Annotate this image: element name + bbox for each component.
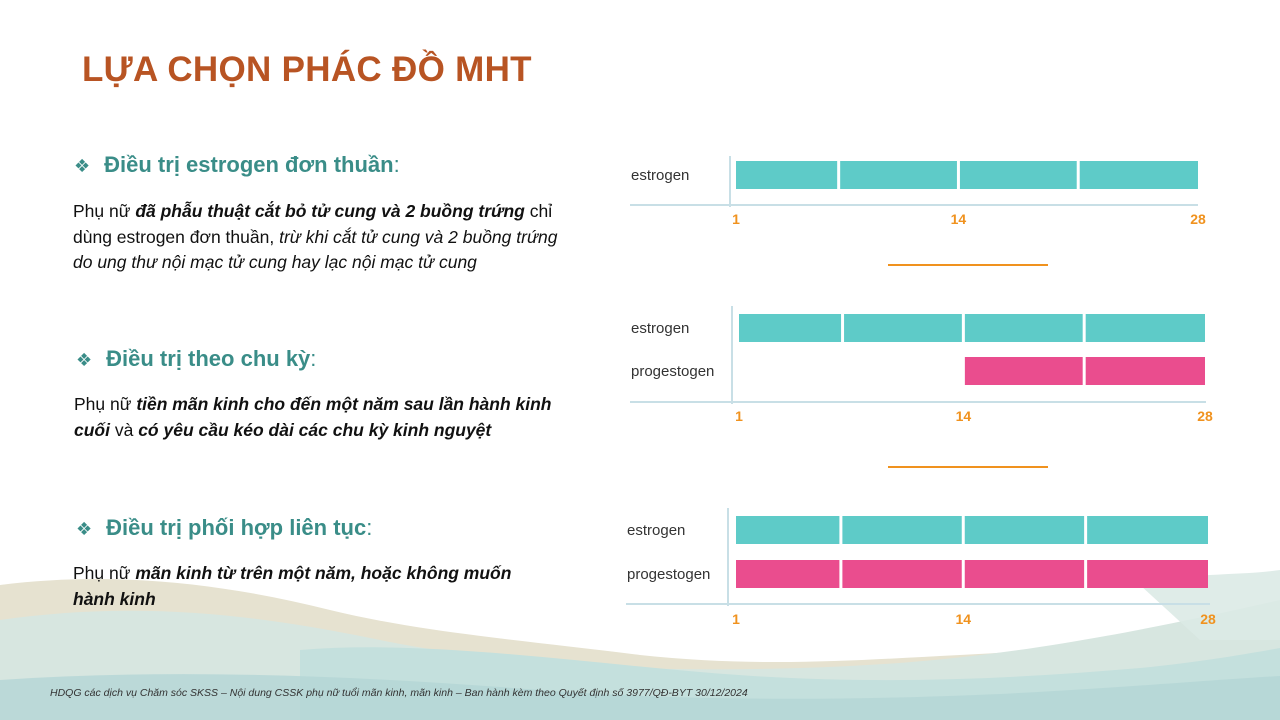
- progestogen-bar-segment: [1087, 560, 1208, 588]
- section-heading-continuous-combined: [76, 515, 372, 541]
- heading-colon: :: [366, 515, 373, 540]
- estrogen-bar-segment: [1080, 161, 1198, 189]
- regimen-diagram-continuous-combined: [624, 502, 1216, 632]
- heading-colon: :: [393, 152, 400, 177]
- heading-text: Điều trị estrogen đơn thuần: [104, 152, 394, 177]
- estrogen-bar-segment: [736, 161, 837, 189]
- regimen-diagram-cyclic: [628, 300, 1213, 428]
- heading-text: Điều trị theo chu kỳ: [106, 346, 311, 371]
- tick-label-day-14: 14: [955, 611, 972, 627]
- estrogen-bar-segment: [1086, 314, 1205, 342]
- tick-label-day-14: 14: [950, 211, 967, 227]
- description-run: trừ khi cắt tử cung và 2 buồng trứng do ung thư nội mạc tử cung hay lạc nội mạc tử cung: [73, 226, 558, 272]
- progestogen-bar-segment: [1086, 357, 1205, 385]
- description-run: Phụ nữ: [74, 394, 137, 414]
- section-description-estrogen-only: [73, 199, 573, 276]
- description-run: có yêu cầu kéo dài các chu kỳ kinh nguyệt: [138, 419, 492, 440]
- section-heading-cyclic: [76, 346, 316, 372]
- estrogen-bar-segment: [739, 314, 841, 342]
- section-description-cyclic: [74, 392, 564, 443]
- row-label-estrogen: estrogen: [631, 320, 690, 337]
- description-run: tiền mãn kinh cho đến một năm sau lần hành kinh cuối: [74, 394, 552, 440]
- tick-label-day-28: 28: [1190, 211, 1206, 227]
- estrogen-bar-segment: [1087, 516, 1208, 544]
- description-run: Phụ nữ: [73, 563, 136, 583]
- description-run: chỉ dùng estrogen đơn thuần,: [73, 201, 553, 247]
- footnote-source: HDQG các dịch vụ Chăm sóc SKSS – Nội dung CSSK phụ nữ tuổi mãn kinh, mãn kinh – Ban hành kèm theo Quyết định số 3977/QĐ-BYT 30/12/2024: [50, 687, 748, 699]
- progestogen-bar-segment: [736, 560, 839, 588]
- heading-text: Điều trị phối hợp liên tục: [106, 515, 367, 540]
- estrogen-bar-segment: [840, 161, 957, 189]
- estrogen-bar-segment: [844, 314, 962, 342]
- estrogen-bar-segment: [965, 516, 1084, 544]
- row-label-progestogen: progestogen: [631, 363, 715, 380]
- estrogen-bar-segment: [736, 516, 839, 544]
- tick-label-day-1: 1: [732, 611, 740, 627]
- section-divider: [888, 466, 1048, 468]
- diamond-bullet-icon: ❖: [76, 350, 93, 370]
- row-label-estrogen: estrogen: [627, 522, 686, 539]
- tick-label-day-28: 28: [1200, 611, 1216, 627]
- diamond-bullet-icon: ❖: [74, 156, 91, 176]
- row-label-progestogen: progestogen: [627, 566, 711, 583]
- row-label-estrogen: estrogen: [631, 167, 690, 184]
- heading-colon: :: [310, 346, 317, 371]
- estrogen-bar-segment: [960, 161, 1077, 189]
- tick-label-day-1: 1: [732, 211, 740, 227]
- description-run: đã phẫu thuật cắt bỏ tử cung và 2 buồng trứng: [135, 201, 525, 221]
- tick-label-day-28: 28: [1197, 408, 1213, 424]
- description-run: mãn kinh từ trên một năm, hoặc không muốn hành kinh: [73, 563, 512, 609]
- tick-label-day-14: 14: [955, 408, 972, 424]
- progestogen-bar-segment: [842, 560, 961, 588]
- progestogen-bar-segment: [965, 560, 1084, 588]
- tick-label-day-1: 1: [735, 408, 743, 424]
- progestogen-bar-segment: [965, 357, 1083, 385]
- section-divider: [888, 264, 1048, 266]
- section-description-continuous-combined: [73, 561, 543, 612]
- description-run: và: [109, 419, 139, 440]
- description-run: Phụ nữ: [73, 201, 136, 221]
- estrogen-bar-segment: [842, 516, 961, 544]
- regimen-diagram-estrogen-only: [628, 150, 1206, 232]
- section-heading-estrogen-only: [74, 152, 400, 178]
- diamond-bullet-icon: ❖: [76, 519, 93, 539]
- page-title: LỰA CHỌN PHÁC ĐỒ MHT: [82, 50, 532, 89]
- estrogen-bar-segment: [965, 314, 1083, 342]
